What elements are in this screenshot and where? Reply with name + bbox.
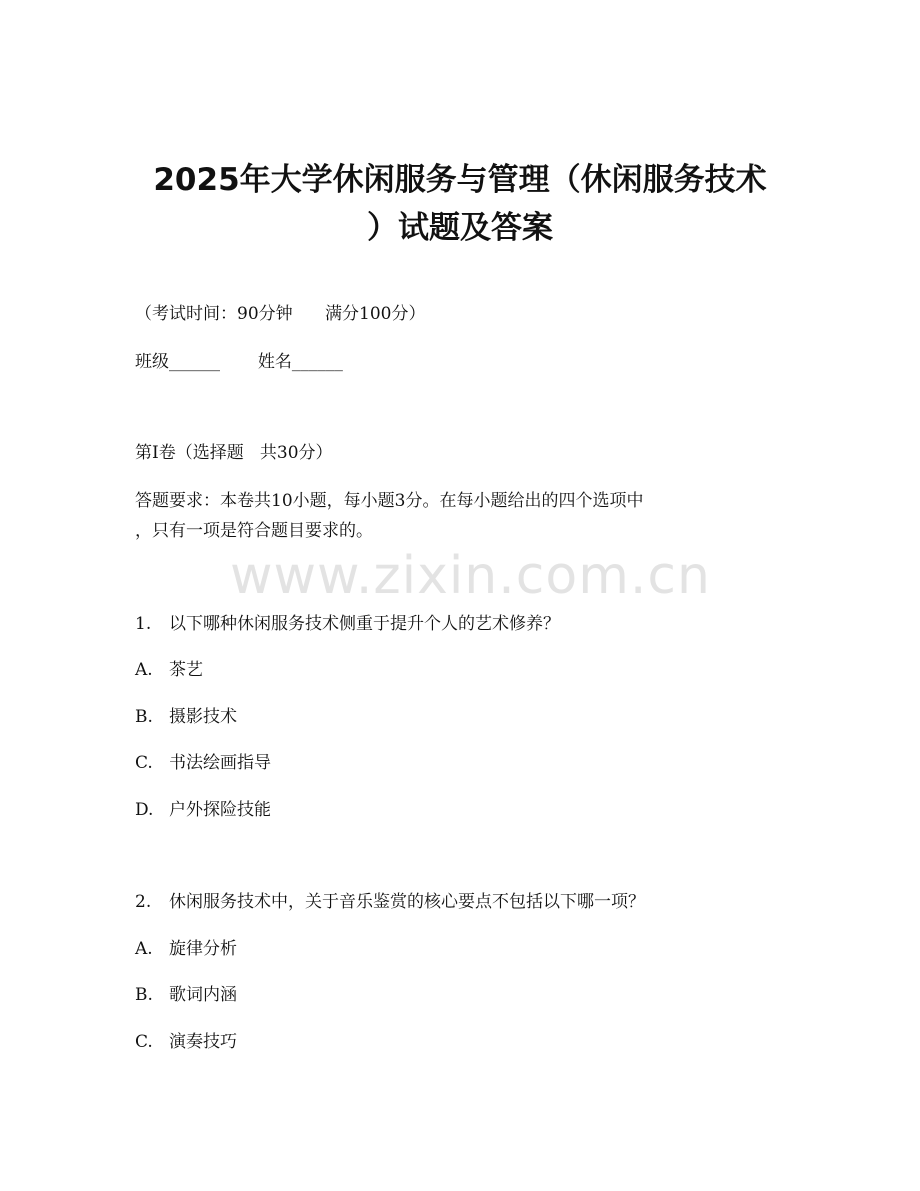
option-letter: A.: [135, 939, 153, 959]
option-d: [135, 798, 271, 822]
option-letter: B.: [135, 985, 153, 1005]
option-c: [135, 751, 271, 775]
document-title-line-1: 2025年大学休闲服务与管理（休闲服务技术: [153, 162, 767, 198]
option-c: [135, 1030, 237, 1054]
option-letter: C.: [135, 1032, 153, 1052]
document-title-line-2: ）试题及答案: [367, 210, 553, 246]
class-name-line: 班级______ 姓名______: [135, 352, 343, 372]
instructions-line-2: ，只有一项是符合题目要求的。: [135, 521, 373, 541]
instructions-line-1: 答题要求：本卷共10小题，每小题3分。在每小题给出的四个选项中: [135, 491, 644, 511]
option-letter: D.: [135, 800, 154, 820]
question-number: 2.: [135, 892, 152, 912]
section-heading: 第I卷（选择题 共30分）: [135, 443, 333, 463]
option-text: 歌词内涵: [169, 985, 237, 1005]
question-text: 休闲服务技术中，关于音乐鉴赏的核心要点不包括以下哪一项？: [169, 892, 645, 912]
watermark: www.zixin.com.cn: [230, 546, 711, 606]
option-a: [135, 937, 237, 961]
option-text: 摄影技术: [169, 707, 237, 727]
option-b: [135, 705, 237, 729]
option-letter: C.: [135, 753, 153, 773]
exam-info: （考试时间：90分钟 满分100分）: [135, 304, 426, 324]
question-stem: [135, 612, 560, 636]
question-text: 以下哪种休闲服务技术侧重于提升个人的艺术修养？: [169, 614, 560, 634]
option-text: 户外探险技能: [169, 800, 271, 820]
option-text: 演奏技巧: [169, 1032, 237, 1052]
option-letter: B.: [135, 707, 153, 727]
option-letter: A.: [135, 660, 153, 680]
option-text: 旋律分析: [169, 939, 237, 959]
option-a: [135, 658, 203, 682]
question-stem: [135, 890, 645, 914]
option-text: 书法绘画指导: [169, 753, 271, 773]
option-text: 茶艺: [169, 660, 203, 680]
question-number: 1.: [135, 614, 152, 634]
option-b: [135, 983, 237, 1007]
